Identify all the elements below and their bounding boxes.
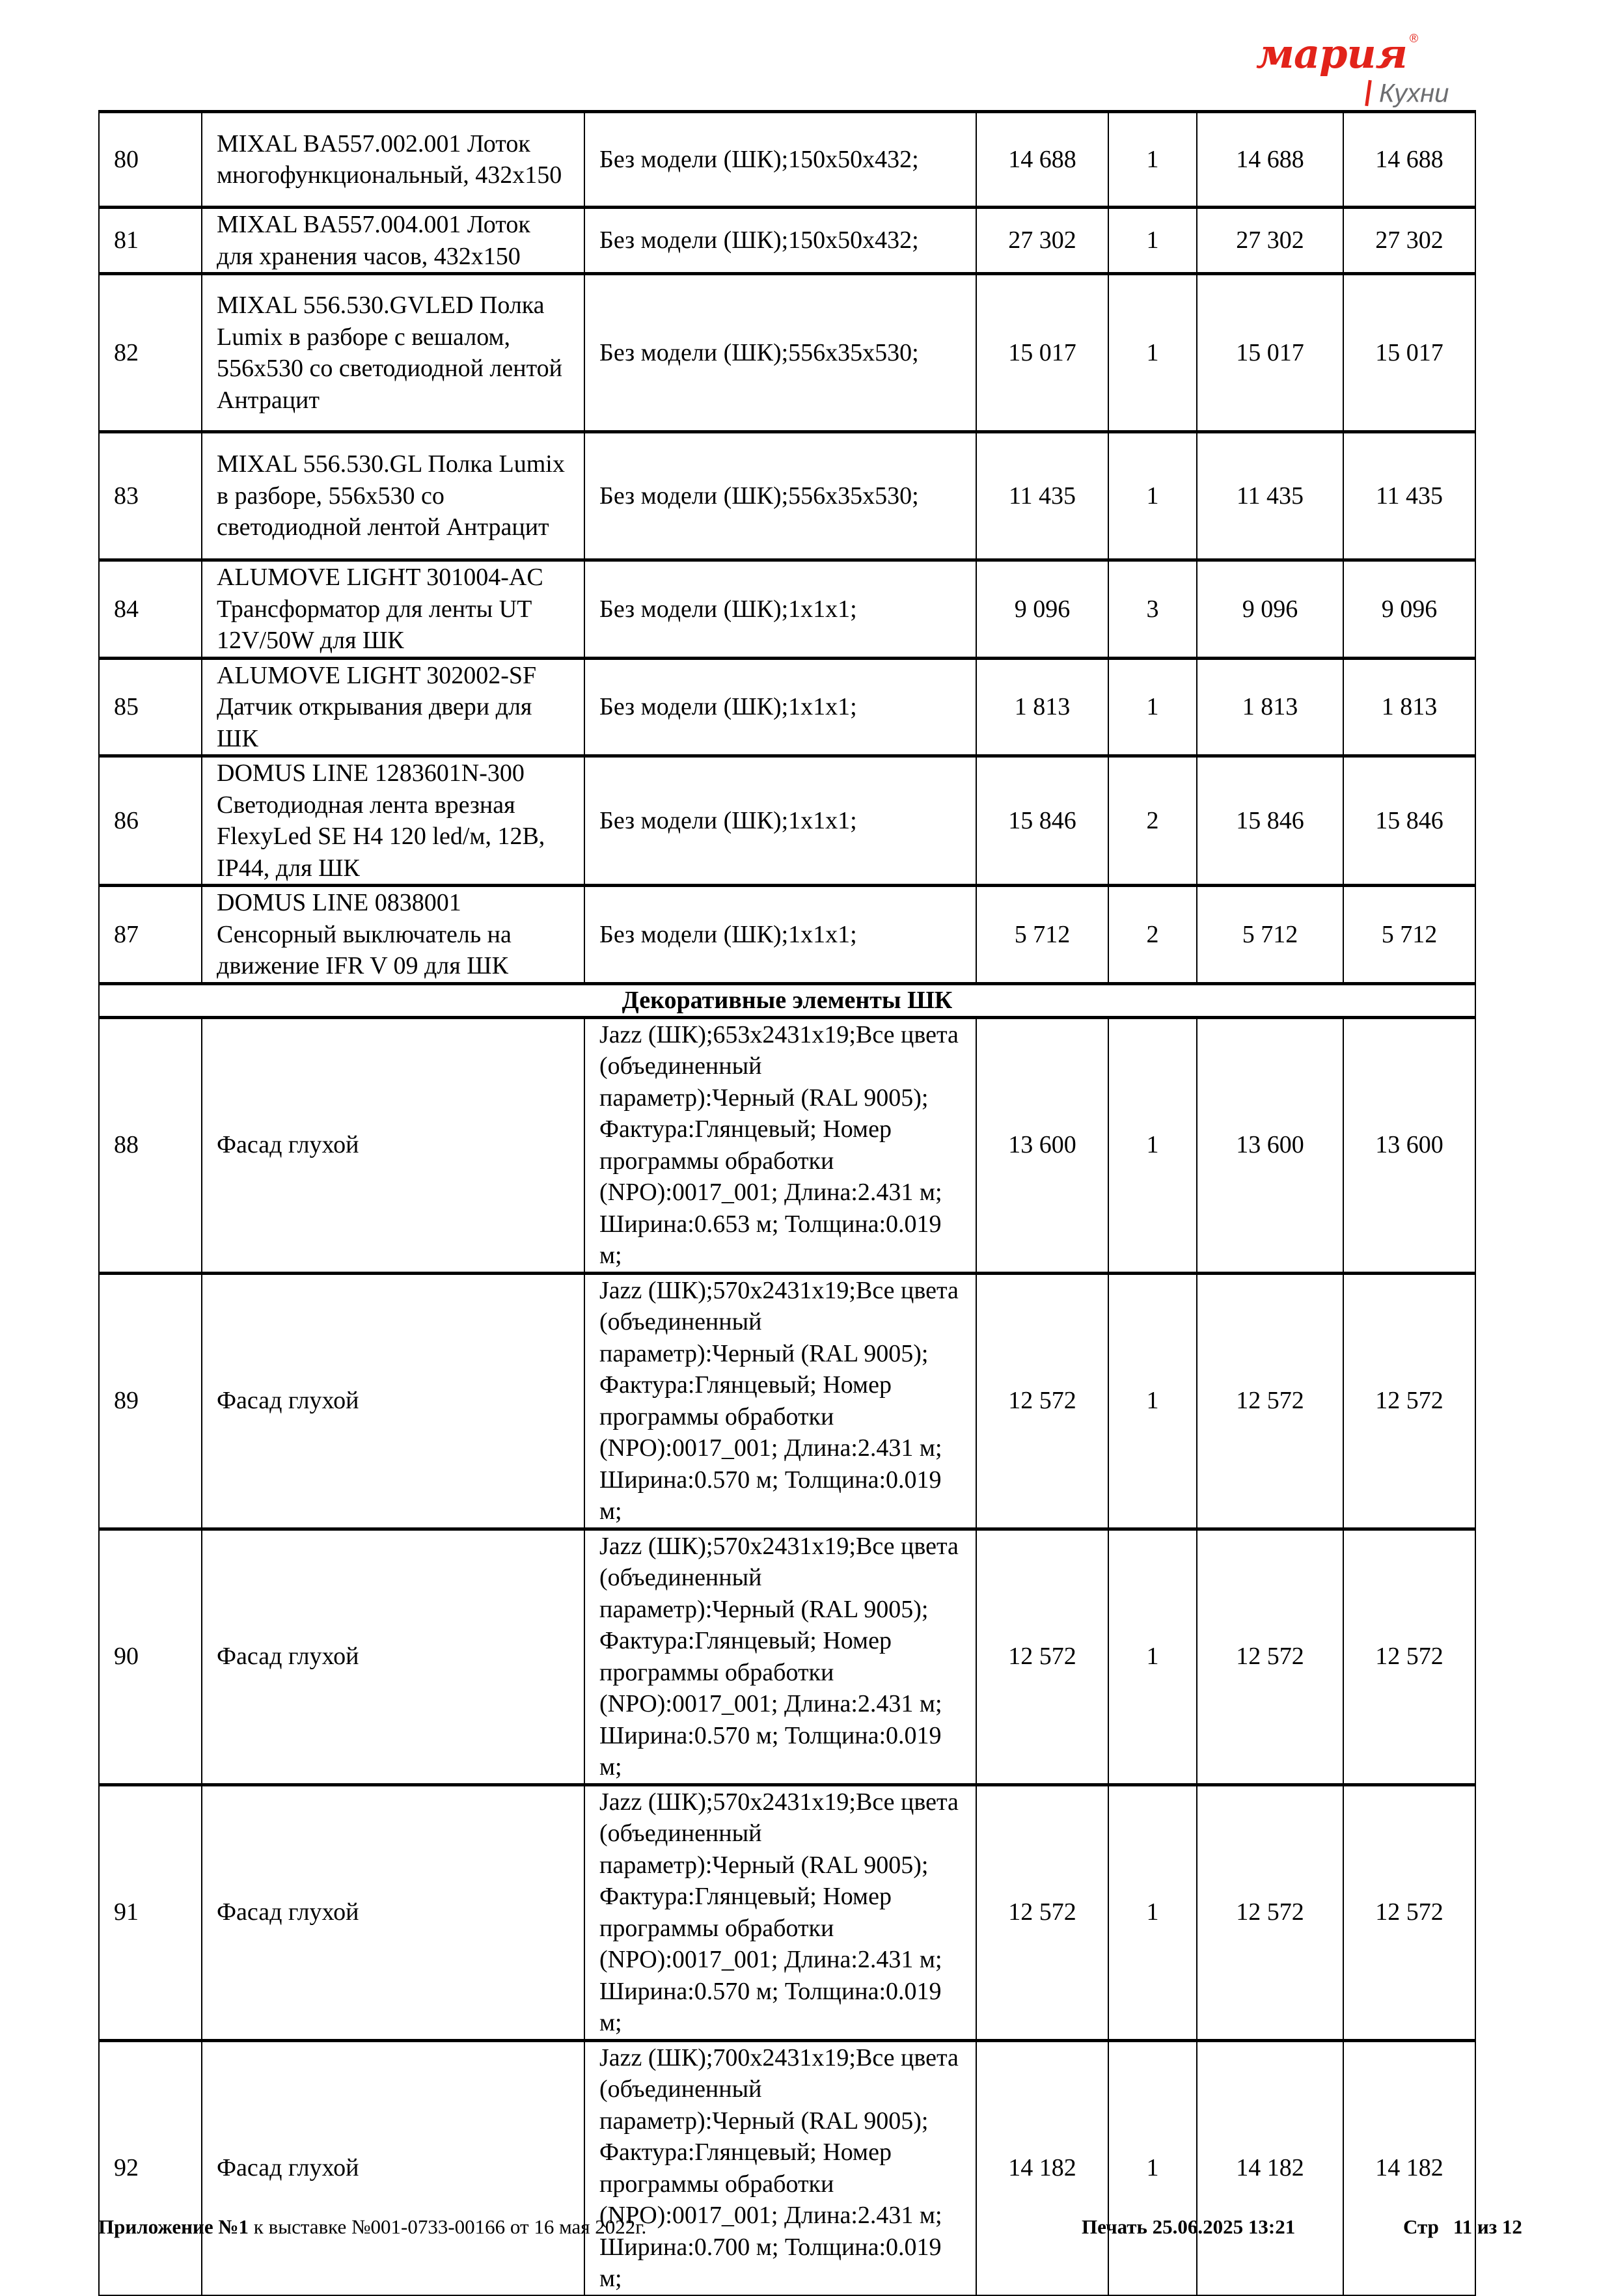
item-qty: 1: [1108, 658, 1197, 756]
item-price: 14 688: [976, 112, 1108, 208]
footer-print-date: Печать 25.06.2025 13:21: [1082, 2215, 1296, 2238]
item-total: 5 712: [1343, 886, 1475, 984]
item-price: 15 846: [976, 756, 1108, 886]
item-params: Jazz (ШК);570x2431x19;Все цвета (объединенный параметр):Черный (RAL 9005); Фактура:Глянцевый; Номер программы обработки (NPO):0017_001; Длина:2.431 м; Ширина:0.570 м; Толщина:0.019 м;: [584, 1784, 976, 2040]
item-price: 12 572: [976, 1273, 1108, 1529]
item-price: 14 182: [976, 2040, 1108, 2295]
item-params: Без модели (ШК);1x1x1;: [584, 658, 976, 756]
item-name: Фасад глухой: [202, 1784, 584, 2040]
logo-stroke: [1365, 80, 1372, 106]
row-number: 86: [99, 756, 202, 886]
item-qty: 1: [1108, 2040, 1197, 2295]
item-params: Без модели (ШК);1x1x1;: [584, 560, 976, 659]
item-price: 12 572: [976, 1529, 1108, 1784]
item-params: Без модели (ШК);556x35x530;: [584, 432, 976, 560]
item-total: 27 302: [1343, 208, 1475, 274]
item-name: ALUMOVE LIGHT 301004-AC Трансформатор для ленты UT 12V/50W для ШК: [202, 560, 584, 659]
footer-page-value: 11 из 12: [1453, 2215, 1522, 2238]
item-name: Фасад глухой: [202, 1017, 584, 1273]
item-sum: 15 017: [1197, 274, 1343, 432]
item-total: 11 435: [1343, 432, 1475, 560]
row-number: 92: [99, 2040, 202, 2295]
item-total: 14 182: [1343, 2040, 1475, 2295]
table-row: [99, 658, 1475, 756]
item-sum: 12 572: [1197, 1529, 1343, 1784]
item-price: 5 712: [976, 886, 1108, 984]
item-sum: 27 302: [1197, 208, 1343, 274]
row-number: 90: [99, 1529, 202, 1784]
item-sum: 14 182: [1197, 2040, 1343, 2295]
item-price: 9 096: [976, 560, 1108, 659]
item-name: ALUMOVE LIGHT 302002-SF Датчик открывания двери для ШК: [202, 658, 584, 756]
item-params: Без модели (ШК);150x50x432;: [584, 112, 976, 208]
row-number: 91: [99, 1784, 202, 2040]
item-qty: 1: [1108, 432, 1197, 560]
item-total: 15 017: [1343, 274, 1475, 432]
item-total: 12 572: [1343, 1784, 1475, 2040]
footer-appendix: [98, 2215, 646, 2239]
row-number: 81: [99, 208, 202, 274]
item-qty: 3: [1108, 560, 1197, 659]
brand-logo-subtitle: Кухни: [1379, 79, 1449, 108]
item-sum: 1 813: [1197, 658, 1343, 756]
item-params: Jazz (ШК);570x2431x19;Все цвета (объединенный параметр):Черный (RAL 9005); Фактура:Глянцевый; Номер программы обработки (NPO):0017_001; Длина:2.431 м; Ширина:0.570 м; Толщина:0.019 м;: [584, 1273, 976, 1529]
item-name: MIXAL BA557.004.001 Лоток для хранения часов, 432x150: [202, 208, 584, 274]
item-qty: 1: [1108, 112, 1197, 208]
item-name: DOMUS LINE 0838001 Сенсорный выключатель на движение IFR V 09 для ШК: [202, 886, 584, 984]
item-params: Без модели (ШК);1x1x1;: [584, 886, 976, 984]
table-row: [99, 886, 1475, 984]
item-qty: 1: [1108, 1784, 1197, 2040]
table-row: [99, 2040, 1475, 2295]
item-price: 13 600: [976, 1017, 1108, 1273]
item-params: Без модели (ШК);556x35x530;: [584, 274, 976, 432]
item-total: 12 572: [1343, 1529, 1475, 1784]
item-price: 12 572: [976, 1784, 1108, 2040]
table-row: [99, 274, 1475, 432]
item-qty: 1: [1108, 1273, 1197, 1529]
item-total: 12 572: [1343, 1273, 1475, 1529]
table-row: [99, 560, 1475, 659]
item-name: Фасад глухой: [202, 2040, 584, 2295]
item-name: Фасад глухой: [202, 1273, 584, 1529]
item-total: 13 600: [1343, 1017, 1475, 1273]
table-row: [99, 1017, 1475, 1273]
row-number: 87: [99, 886, 202, 984]
table-row: [99, 1784, 1475, 2040]
item-total: 1 813: [1343, 658, 1475, 756]
table-row: [99, 432, 1475, 560]
item-name: MIXAL BA557.002.001 Лоток многофункциональный, 432x150: [202, 112, 584, 208]
item-sum: 14 688: [1197, 112, 1343, 208]
table-row: [99, 1529, 1475, 1784]
row-number: 84: [99, 560, 202, 659]
row-number: 85: [99, 658, 202, 756]
item-params: Jazz (ШК);653x2431x19;Все цвета (объединенный параметр):Черный (RAL 9005); Фактура:Глянцевый; Номер программы обработки (NPO):0017_001; Длина:2.431 м; Ширина:0.653 м; Толщина:0.019 м;: [584, 1017, 976, 1273]
item-total: 14 688: [1343, 112, 1475, 208]
item-params: Jazz (ШК);700x2431x19;Все цвета (объединенный параметр):Черный (RAL 9005); Фактура:Глянцевый; Номер программы обработки (NPO):0017_001; Длина:2.431 м; Ширина:0.700 м; Толщина:0.019 м;: [584, 2040, 976, 2295]
registered-mark: ®: [1409, 32, 1419, 45]
row-number: 82: [99, 274, 202, 432]
section-title: Декоративные элементы ШК: [99, 983, 1475, 1017]
items-table: [98, 110, 1476, 2296]
items-table-body: [99, 112, 1475, 2295]
item-qty: 2: [1108, 886, 1197, 984]
item-sum: 5 712: [1197, 886, 1343, 984]
section-header-row: [99, 983, 1475, 1017]
item-sum: 12 572: [1197, 1784, 1343, 2040]
item-params: Без модели (ШК);150x50x432;: [584, 208, 976, 274]
row-number: 88: [99, 1017, 202, 1273]
brand-logo-subtitle-line: [1367, 78, 1449, 108]
row-number: 80: [99, 112, 202, 208]
item-name: Фасад глухой: [202, 1529, 584, 1784]
item-qty: 1: [1108, 1529, 1197, 1784]
row-number: 89: [99, 1273, 202, 1529]
item-name: MIXAL 556.530.GVLED Полка Lumix в разборе с вешалом, 556x530 со светодиодной лентой Антрацит: [202, 274, 584, 432]
table-row: [99, 756, 1475, 886]
item-sum: 13 600: [1197, 1017, 1343, 1273]
item-sum: 12 572: [1197, 1273, 1343, 1529]
table-row: [99, 1273, 1475, 1529]
brand-logo-script: мария: [1256, 30, 1407, 77]
brand-logo-wordmark: [1256, 30, 1419, 77]
item-qty: 1: [1108, 1017, 1197, 1273]
footer-page-number: [1403, 2215, 1522, 2239]
item-price: 15 017: [976, 274, 1108, 432]
footer-appendix-bold: Приложение №1: [98, 2215, 249, 2238]
item-total: 9 096: [1343, 560, 1475, 659]
footer-page-label: Стр: [1403, 2215, 1439, 2238]
item-params: Jazz (ШК);570x2431x19;Все цвета (объединенный параметр):Черный (RAL 9005); Фактура:Глянцевый; Номер программы обработки (NPO):0017_001; Длина:2.431 м; Ширина:0.570 м; Толщина:0.019 м;: [584, 1529, 976, 1784]
brand-logo: [1256, 30, 1529, 109]
table-row: [99, 208, 1475, 274]
item-sum: 9 096: [1197, 560, 1343, 659]
item-sum: 15 846: [1197, 756, 1343, 886]
item-price: 1 813: [976, 658, 1108, 756]
item-qty: 2: [1108, 756, 1197, 886]
footer-appendix-text: к выставке №001-0733-00166 от 16 мая 2022г.: [249, 2215, 647, 2238]
item-name: DOMUS LINE 1283601N-300 Светодиодная лента врезная FlexyLed SE H4 120 led/м, 12В, IP44, для ШК: [202, 756, 584, 886]
item-qty: 1: [1108, 208, 1197, 274]
item-price: 11 435: [976, 432, 1108, 560]
item-name: MIXAL 556.530.GL Полка Lumix в разборе, 556x530 со светодиодной лентой Антрацит: [202, 432, 584, 560]
row-number: 83: [99, 432, 202, 560]
item-price: 27 302: [976, 208, 1108, 274]
table-row: [99, 112, 1475, 208]
item-qty: 1: [1108, 274, 1197, 432]
item-total: 15 846: [1343, 756, 1475, 886]
item-sum: 11 435: [1197, 432, 1343, 560]
item-params: Без модели (ШК);1x1x1;: [584, 756, 976, 886]
